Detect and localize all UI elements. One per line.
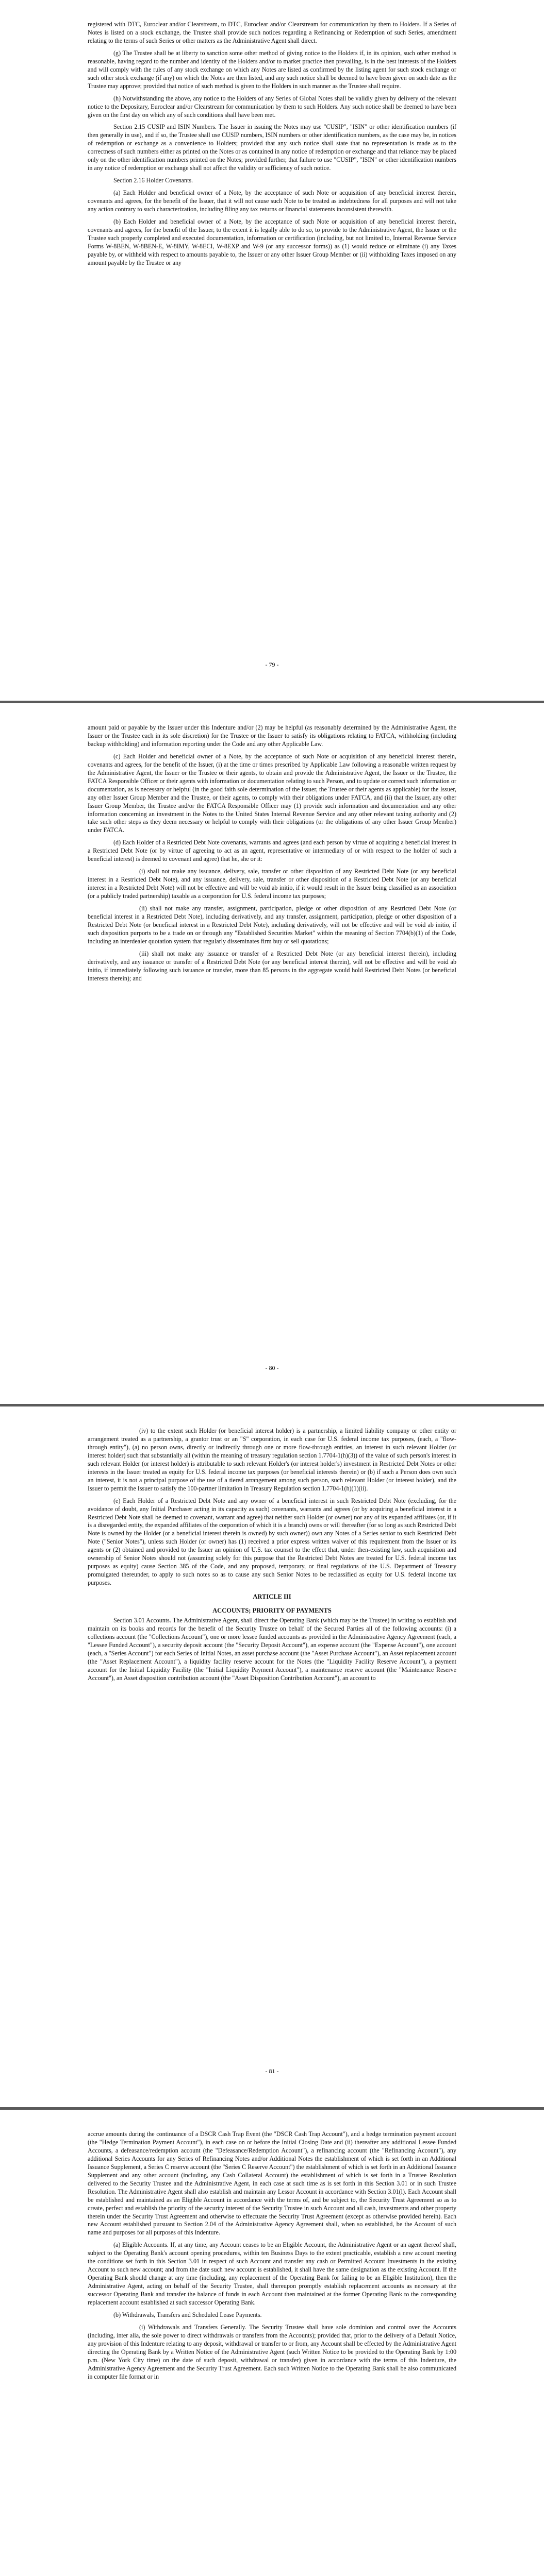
paragraph: Section 3.01 Accounts. The Administrative Agent, shall direct the Operating Bank (which may be the Trustee) in writing to establish and maintain on its books and records for the benefit of the Security Trustee on behalf of the Secured Parties all of the following accounts: (i) a collections account (the "Collections Account"), one or more lessee funded accounts as provided in the Administrative Agency Agreement (each, a "Lessee Funded Account"), a security deposit account (the "Security Deposit Account"), an expense account (the "Expense Account"), one account (each, a "Series Account") for each Series of Initial Notes, an asset purchase account (the "Asset Purchase Account"), an Asset replacement account (the "Asset Replacement Account"), a liquidity facility reserve account for the Notes (the "Liquidity Facility Reserve Account"), a payment account for the Initial Liquidity Facility (the "Initial Liquidity Payment Account"), a maintenance reserve account (the "Maintenance Reserve Account"), an Asset disposition contribution account (the "Asset Disposition Contribution Account"), an account to [88,1617,456,1682]
paragraph: (a) Each Holder and beneficial owner of a Note, by the acceptance of such Note or acquisition of any beneficial interest therein, covenants and agrees, for the benefit of the Issuer, that it will not cause such Note to be treated as indebtedness for all purposes and will not take any action contrary to such characterization, including filing any tax returns or financial statements inconsistent therewith. [88,189,456,213]
page-number: - 80 - [265,1364,279,1371]
paragraph: registered with DTC, Euroclear and/or Clearstream, to DTC, Euroclear and/or Clearstream for communication by them to Holders. If a Series of Notes is listed on a stock exchange, the Trustee shall provide such notices regarding a Refinancing or Redemption of such Series, amendment relating to the terms of such Series or other matters as the Administrative Agent shall direct. [88,21,456,44]
paragraph: (e) Each Holder of a Restricted Debt Note and any owner of a beneficial interest in such Restricted Debt Note (excluding, for the avoidance of doubt, any Initial Purchaser acting in its capacity as such) covenants, warrants and agrees (or by acquiring a beneficial interest in a Restricted Debt Note shall be deemed to covenant, warrant and agree) that neither such Holder (or owner) nor any of its expanded affiliates (or, if it is a disregarded entity, the expanded affiliates of the corporation of which it is a branch) owns or will thereafter (for so long as such Restricted Debt Note is owned by the Holder (or a beneficial interest therein is owned) by such owner)) own any Notes of a Series senior to such Restricted Debt Note ("Senior Notes"), unless such Holder (or owner) has (1) received a prior express written waiver of this requirement from the Issuer or its agents or (2) obtained and provided to the Issuer an opinion of U.S. tax counsel to the effect that, under then-existing law, such acquisition and ownership of Senior Notes should not (assuming solely for this purpose that the Restricted Debt Notes are treated for U.S. federal income tax purposes as equity) cause Section 385 of the Code, and any proposed, temporary, or final regulations of the U.S. Department of Treasury promulgated thereunder, to apply to such notes so as to cause any such Senior Notes to be reclassified as equity for U.S. federal income tax purposes. [88,1497,456,1587]
section-heading: (b) Withdrawals, Transfers and Scheduled Lease Payments. [113,2311,262,2319]
document-page-81 [0,1406,544,2107]
paragraph: (i) shall not make any issuance, delivery, sale, transfer or other disposition of any Restricted Debt Note (or any beneficial interest in a Restricted Debt Note), and any issuance, delivery, sale, transfer or other disposition of a Restricted Debt Note (or any beneficial interest in a Restricted Debt Note) will not be effective and will be void ab initio, if it would result in the Issuer being classified as an association (or a publicly traded partnership) taxable as a corporation for U.S. federal income tax purposes; [88,868,456,900]
section-heading: Section 2.16 Holder Covenants. [113,177,193,184]
paragraph: (c) Each Holder and beneficial owner of a Note, by the acceptance of such Note or acquisition of any beneficial interest therein, covenants and agrees, for the benefit of the Issuer, (i) at the time or times prescribed by Applicable Law following a reasonable written request by the Administrative Agent, the Issuer or the Trustee or their agents, to obtain and provide the Administrative Agent, the Issuer or the Trustee, the FATCA Responsible Officer or their agents with information or documentation relating to such Person, and to update or correct such information or documentation, as is necessary or helpful (in the good faith sole determination of the Issuer, the Trustee or their agents as applicable) for the Issuer, any other Issuer Group Member and the Trustee, or their agents, to comply with their obligations under FATCA, and (ii) that the Issuer, any other Issuer Group Member, the Trustee and/or the FATCA Responsible Officer may (1) provide such information and documentation and any other information concerning an investment in the Notes to the United States Internal Revenue Service and any other relevant taxing authority and (2) take such other steps as they deem necessary or helpful to comply with their obligations (or the obligations of any other Issuer Group Member) under FATCA. [88,752,456,834]
paragraph: amount paid or payable by the Issuer under this Indenture and/or (2) may be helpful (as reasonably determined by the Administrative Agent, the Issuer or the Trustee each in its sole discretion) for the Trustee or the Issuer to satisfy its obligations relating to FATCA, withholding (including backup withholding) and information reporting under the Code and any other Applicable Law. [88,724,456,748]
paragraph: (d) Each Holder of a Restricted Debt Note covenants, warrants and agrees (and each person by virtue of acquiring a beneficial interest in a Restricted Debt Note (or by virtue of agreeing to act as an agent, representative or intermediary of or with respect to the holder of such a beneficial interest) is deemed to covenant and agree) that he, she or it: [88,839,456,863]
paragraph: (iii) shall not make any issuance or transfer of a Restricted Debt Note (or any beneficial interest therein), including derivatively, and any issuance or transfer of a Restricted Debt Note (or any beneficial interest therein), will not be effective and will be void ab initio, if immediately following such issuance or transfer, more than 85 persons in the aggregate would hold Restricted Debt Notes (or beneficial interests therein); and [88,950,456,982]
paragraph: (b) Each Holder and beneficial owner of a Note, by the acceptance of such Note or acquisition of any beneficial interest therein, covenants and agrees, for the benefit of the Issuer, to the extent it is legally able to do so, to provide to the Administrative Agent, the Issuer or the Trustee such properly completed and executed documentation, information or certification (including, but not limited to, Internal Revenue Service Forms W-8BEN, W-8BEN-E, W-8IMY, W-8ECI, W-8EXP and W-9 (or any successor forms)) as (1) would reduce or eliminate (i) any Taxes payable by, or withheld with respect to amounts payable to, the Issuer or any other Issuer Group Member or (ii) withholding Taxes imposed on any amount payable by the Trustee or any [88,218,456,266]
document-page-80 [0,703,544,1404]
page-number: - 81 - [265,2067,279,2075]
paragraph: (a) Eligible Accounts. If, at any time, any Account ceases to be an Eligible Account, the Administrative Agent or an agent thereof shall, subject to the Operating Bank's account opening procedures, within ten Business Days to the extent practicable, establish a new account meeting the conditions set forth in this Section 3.01 in respect of such Account and transfer any cash or Permitted Account Investments in the existing Account to such new account; and from the date such new account is established, it shall have the same designation as the existing Account. If the Operating Bank should change at any time (including, any replacement of the Operating Bank for failing to be an Eligible Institution), then the Administrative Agent, acting on behalf of the Security Trustee, shall thereupon promptly establish replacement accounts as necessary at the successor Operating Bank and transfer the balance of funds in each Account then maintained at the former Operating Bank to the corresponding replacement account established at such successor Operating Bank. [88,2241,456,2307]
paragraph: (i) Withdrawals and Transfers Generally. The Security Trustee shall have sole dominion and control over the Accounts (including, inter alia, the sole power to direct withdrawals or transfers from the Accounts); provided that, prior to the delivery of a Default Notice, any provision of this Indenture relating to any deposit, withdrawal or transfer to or from, any Account shall be effected by the Administrative Agent directing the Operating Bank by a Written Notice of the Administrative Agent (such Written Notice to be provided to the Operating Bank by 1:00 p.m. (New York City time) on the date of such deposit, withdrawal or transfer) given in accordance with the terms of this Indenture, the Administrative Agency Agreement and the Security Trust Agreement. Each such Written Notice to the Operating Bank shall be also communicated in computer file format or in [88,2323,456,2380]
paragraph: (g) The Trustee shall be at liberty to sanction some other method of giving notice to the Holders if, in its opinion, such other method is reasonable, having regard to the number and identity of the Holders and/or to market practice then prevailing, is in the best interests of the Holders and will comply with the rules of any stock exchange on which any Notes are listed as confirmed by the listing agent for such stock exchange or such other stock exchange (if any) on which the Notes are then listed, and any such notice shall be deemed to have been given on such date as the Trustee may approve; provided that notice of such method is given to the Holders in such manner as the Trustee shall require. [88,49,456,90]
paragraph: (iv) to the extent such Holder (or beneficial interest holder) is a partnership, a limited liability company or other entity or arrangement treated as a partnership, a grantor trust or an "S" corporation, in each case for U.S. federal income tax purposes, (each, a "flow-through entity"), (a) no person owns, directly or indirectly through one or more flow-through entities, an interest in such relevant Holder (or interest holder) such that substantially all (within the meaning of treasury regulation section 1.7704-1(h)(3)) of the value of such person's interest in such relevant Holder (or interest holder) is attributable to such relevant Holder's (or interest holder's) investment in Restricted Debt Notes or other interests in the Issuer treated as equity for U.S. federal income tax purposes (or beneficial interests therein) or (b) if such a Person does own such an interest, it is not a principal purpose of the use of a tiered arrangement among such person, such relevant Holder (or interest holder), and the Issuer to permit the Issuer to satisfy the 100-partner limitation in Treasury Regulation section 1.7704-1(h)(1)(ii). [88,1427,456,1492]
document-page-79 [0,0,544,701]
article-title: ACCOUNTS; PRIORITY OF PAYMENTS [212,1606,332,1614]
paragraph: accrue amounts during the continuance of a DSCR Cash Trap Event (the "DSCR Cash Trap Account"), and a hedge termination payment account (the "Hedge Termination Payment Account"), in each case on or before the Initial Closing Date and (ii) thereafter any additional Lessee Funded Accounts, a defeasance/redemption account (the "Defeasance/Redemption Account"), a refinancing account (the "Refinancing Account"), any additional Series Accounts for any Series of Refinancing Notes and/or Additional Notes the establishment of which is set forth in an Additional Issuance Supplement, a Series C reserve account (the "Series C Reserve Account") the establishment of which is set forth in an Additional Issuance Supplement and any other account (including, any Cash Collateral Account) the establishment of which is set forth in a Trustee Resolution delivered to the Security Trustee and the Administrative Agent, in each case at such time as is set forth in this Section 3.01 or in such Trustee Resolution. The Administrative Agent shall also establish and maintain any Lessor Account in accordance with Section 3.01(l). Each Account shall be established and maintained as an Eligible Account in accordance with the terms of, and be subject to, the Security Trust Agreement so as to create, perfect and establish the priority of the security interest of the Security Trustee in such Account and all cash, investments and other property therein under the Security Trust Agreement and otherwise to effectuate the Security Trust Agreement (except as otherwise provided herein). Each new Account established pursuant to Section 2.04 of the Administrative Agency Agreement shall, when so established, be the Account of such name and purposes for all purposes of this Indenture. [88,2130,456,2236]
page-number: - 79 - [265,661,279,668]
paragraph: (h) Notwithstanding the above, any notice to the Holders of any Series of Global Notes shall be validly given by delivery of the relevant notice to the Depositary, Euroclear and/or Clearstream for communication by them to such Holders. Any such notice shall be deemed to have been given on the first day on which any of such conditions shall have been met. [88,94,456,118]
paragraph: Section 2.15 CUSIP and ISIN Numbers. The Issuer in issuing the Notes may use "CUSIP", "ISIN" or other identification numbers (if then generally in use), and if so, the Trustee shall use CUSIP numbers, ISIN numbers or other identification numbers, as the case may be, in notices of redemption or exchange as a convenience to Holders; provided that any such notice shall state that no representation is made as to the correctness of such numbers either as printed on the Notes or as contained in any notice of redemption or exchange and that reliance may be placed only on the other identification numbers printed on the Notes; provided further, that failure to use "CUSIP", "ISIN" or other identification numbers in any notice of redemption or exchange shall not affect the validity or sufficiency of such notice. [88,123,456,172]
paragraph: (ii) shall not make any transfer, assignment, participation, pledge or other disposition of any Restricted Debt Note (or beneficial interest in a Restricted Debt Note), including derivatively, and any transfer, assignment, participation, pledge or other disposition of a Restricted Debt Note (or beneficial interest in a Restricted Debt Note), including derivatively, will not be effective and will be void ab initio, if such disposition purports to be a trade on or through any "Established Securities Market" within the meaning of Section 7704(b)(1) of the Code, including an interdealer quotation system that regularly disseminates firm buy or sell quotations; [88,905,456,945]
document-page-82 [0,2110,544,2576]
article-heading: ARTICLE III [253,1593,291,1601]
